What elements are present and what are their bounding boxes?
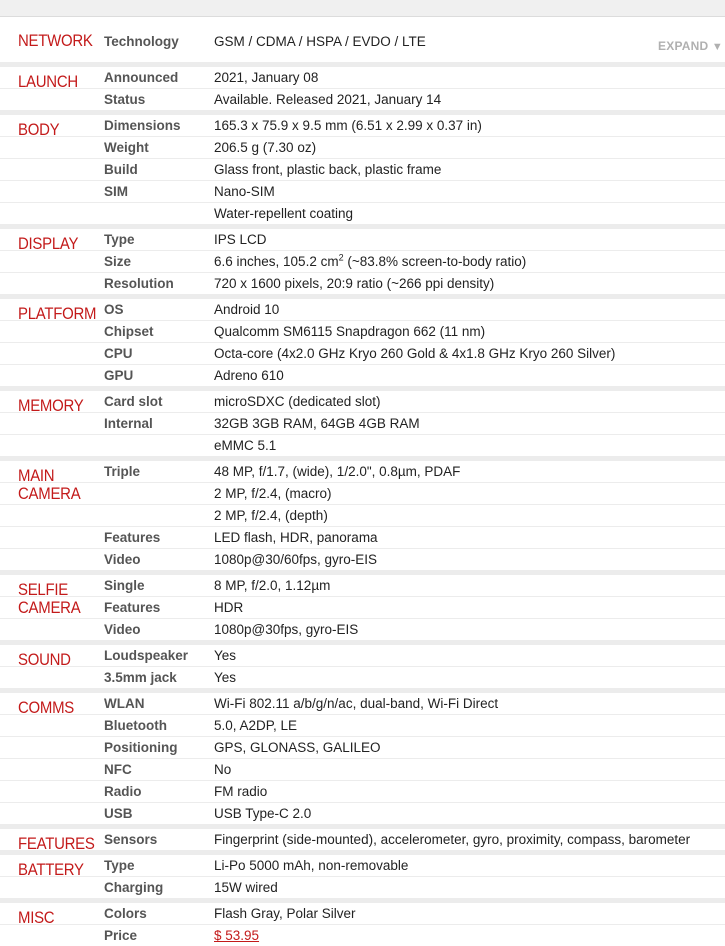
spec-row [0, 575, 725, 597]
spec-label: Single [104, 578, 145, 593]
spec-section-launch [0, 62, 725, 110]
spec-value: Nano-SIM [214, 184, 275, 199]
spec-label: Build [104, 162, 138, 177]
spec-section-comms [0, 688, 725, 824]
spec-label: Internal [104, 416, 153, 431]
spec-section-network [0, 22, 725, 62]
spec-row [0, 527, 725, 549]
spec-section-misc [0, 898, 725, 946]
spec-row [0, 803, 725, 824]
spec-value: 1080p@30fps, gyro-EIS [214, 622, 359, 637]
spec-row [0, 781, 725, 803]
spec-label: Charging [104, 880, 164, 895]
spec-label: CPU [104, 346, 133, 361]
spec-label: Price [104, 928, 138, 943]
spec-label: Announced [104, 70, 179, 85]
spec-label: SIM [104, 184, 129, 199]
spec-label: WLAN [104, 696, 145, 711]
spec-row [0, 715, 725, 737]
spec-value: 15W wired [214, 880, 278, 895]
spec-row [0, 321, 725, 343]
spec-label: Resolution [104, 276, 174, 291]
spec-row [0, 413, 725, 435]
spec-row [0, 299, 725, 321]
spec-row [0, 925, 725, 946]
spec-label: OS [104, 302, 124, 317]
spec-row [0, 67, 725, 89]
spec-label: Colors [104, 906, 147, 921]
specs-table [0, 22, 725, 946]
spec-label: Bluetooth [104, 718, 167, 733]
expand-label[interactable]: EXPAND [658, 39, 712, 53]
spec-label: Positioning [104, 740, 178, 755]
category-title: MISC [18, 908, 55, 927]
spec-section-body [0, 110, 725, 224]
spec-section-sound [0, 640, 725, 688]
spec-label: Video [104, 552, 141, 567]
spec-row [0, 737, 725, 759]
spec-label: Size [104, 254, 132, 269]
spec-value: 206.5 g (7.30 oz) [214, 140, 317, 155]
spec-value: Octa-core (4x2.0 GHz Kryo 260 Gold & 4x1.8 GHz Kryo 260 Silver) [214, 346, 616, 361]
spec-value: 2 MP, f/2.4, (macro) [214, 486, 332, 501]
spec-value: 32GB 3GB RAM, 64GB 4GB RAM [214, 416, 420, 431]
category-title: BODY [18, 120, 60, 139]
spec-row [0, 203, 725, 224]
spec-label: Type [104, 858, 135, 873]
price-link[interactable]: $ 53.95 [214, 928, 260, 943]
spec-row [0, 251, 725, 273]
category-title: SELFIE CAMERA [18, 580, 81, 617]
spec-row [0, 229, 725, 251]
spec-value: IPS LCD [214, 232, 267, 247]
chevron-down-icon: ▼ [711, 41, 723, 53]
spec-value: No [214, 762, 232, 777]
spec-row [0, 645, 725, 667]
spec-label: Loudspeaker [104, 648, 189, 663]
spec-value: Adreno 610 [214, 368, 284, 383]
spec-row [0, 273, 725, 294]
spec-label: Card slot [104, 394, 163, 409]
spec-label: Status [104, 92, 146, 107]
category-title: DISPLAY [18, 234, 79, 253]
spec-row [0, 137, 725, 159]
spec-row [0, 759, 725, 781]
spec-value: Yes [214, 670, 237, 685]
category-title: MEMORY [18, 396, 84, 415]
category-title: COMMS [18, 698, 75, 717]
spec-section-memory [0, 386, 725, 456]
spec-row [0, 22, 725, 62]
spec-row [0, 391, 725, 413]
spec-value: 2 MP, f/2.4, (depth) [214, 508, 328, 523]
spec-label: NFC [104, 762, 132, 777]
spec-row [0, 435, 725, 456]
spec-value: LED flash, HDR, panorama [214, 530, 378, 545]
spec-label: 3.5mm jack [104, 670, 177, 685]
spec-section-display [0, 224, 725, 294]
spec-row [0, 829, 725, 850]
spec-value: 2021, January 08 [214, 70, 319, 85]
spec-value: Fingerprint (side-mounted), accelerometer, gyro, proximity, compass, barometer [214, 832, 691, 847]
spec-value: Android 10 [214, 302, 280, 317]
category-title: SOUND [18, 650, 71, 669]
category-title: MAIN CAMERA [18, 466, 81, 503]
spec-value: Available. Released 2021, January 14 [214, 92, 442, 107]
spec-value: 5.0, A2DP, LE [214, 718, 298, 733]
spec-value: FM radio [214, 784, 268, 799]
spec-label: Triple [104, 464, 141, 479]
spec-label: Chipset [104, 324, 154, 339]
spec-label: Type [104, 232, 135, 247]
top-bar [0, 0, 725, 17]
spec-value: Li-Po 5000 mAh, non-removable [214, 858, 409, 873]
spec-value [214, 928, 259, 944]
spec-row [0, 89, 725, 110]
category-title: BATTERY [18, 860, 84, 879]
spec-row [0, 159, 725, 181]
spec-row [0, 693, 725, 715]
spec-row [0, 549, 725, 570]
spec-label: Weight [104, 140, 149, 155]
spec-value: GPS, GLONASS, GALILEO [214, 740, 381, 755]
spec-section-battery [0, 850, 725, 898]
spec-value: eMMC 5.1 [214, 438, 277, 453]
category-title: NETWORK [18, 31, 93, 50]
category-title: FEATURES [18, 834, 95, 853]
spec-row [0, 619, 725, 640]
spec-section-platform [0, 294, 725, 386]
spec-value: 165.3 x 75.9 x 9.5 mm (6.51 x 2.99 x 0.37 in) [214, 118, 482, 133]
spec-row [0, 667, 725, 688]
superscript: 2 [338, 252, 344, 263]
spec-row [0, 461, 725, 483]
spec-value: Qualcomm SM6115 Snapdragon 662 (11 nm) [214, 324, 486, 339]
spec-value: Yes [214, 648, 237, 663]
spec-row [0, 343, 725, 365]
spec-label: Dimensions [104, 118, 181, 133]
spec-value: Wi-Fi 802.11 a/b/g/n/ac, dual-band, Wi-Fi Direct [214, 696, 499, 711]
spec-value: Glass front, plastic back, plastic frame [214, 162, 442, 177]
spec-row [0, 365, 725, 386]
spec-value: 720 x 1600 pixels, 20:9 ratio (~266 ppi density) [214, 276, 495, 291]
spec-label: GPU [104, 368, 134, 383]
spec-row [0, 597, 725, 619]
spec-value: 1080p@30/60fps, gyro-EIS [214, 552, 378, 567]
category-title: PLATFORM [18, 304, 97, 323]
spec-row [0, 483, 725, 505]
spec-label: Radio [104, 784, 142, 799]
spec-row [0, 181, 725, 203]
spec-value: Flash Gray, Polar Silver [214, 906, 356, 921]
spec-section-selfie-camera [0, 570, 725, 640]
spec-label: Features [104, 600, 161, 615]
spec-section-features [0, 824, 725, 853]
spec-row [0, 115, 725, 137]
spec-row [0, 855, 725, 877]
spec-label: Video [104, 622, 141, 637]
spec-section-main-camera [0, 456, 725, 570]
spec-value: microSDXC (dedicated slot) [214, 394, 381, 409]
spec-label: Features [104, 530, 161, 545]
spec-value: 48 MP, f/1.7, (wide), 1/2.0", 0.8µm, PDAF [214, 464, 461, 479]
spec-value: Water-repellent coating [214, 206, 354, 221]
spec-row [0, 505, 725, 527]
category-title: LAUNCH [18, 72, 78, 91]
spec-row [0, 903, 725, 925]
spec-label: Technology [104, 34, 179, 49]
spec-label: USB [104, 806, 133, 821]
spec-row [0, 877, 725, 898]
spec-label: Sensors [104, 832, 158, 847]
spec-value: USB Type-C 2.0 [214, 806, 312, 821]
spec-value: 6.6 inches, 105.2 $cm^2$ (~83.8% screen-to-body ratio) [214, 252, 527, 269]
spec-value: GSM / CDMA / HSPA / EVDO / LTE [214, 34, 426, 49]
spec-value: HDR [214, 600, 244, 615]
spec-value: 8 MP, f/2.0, 1.12µm [214, 578, 331, 593]
